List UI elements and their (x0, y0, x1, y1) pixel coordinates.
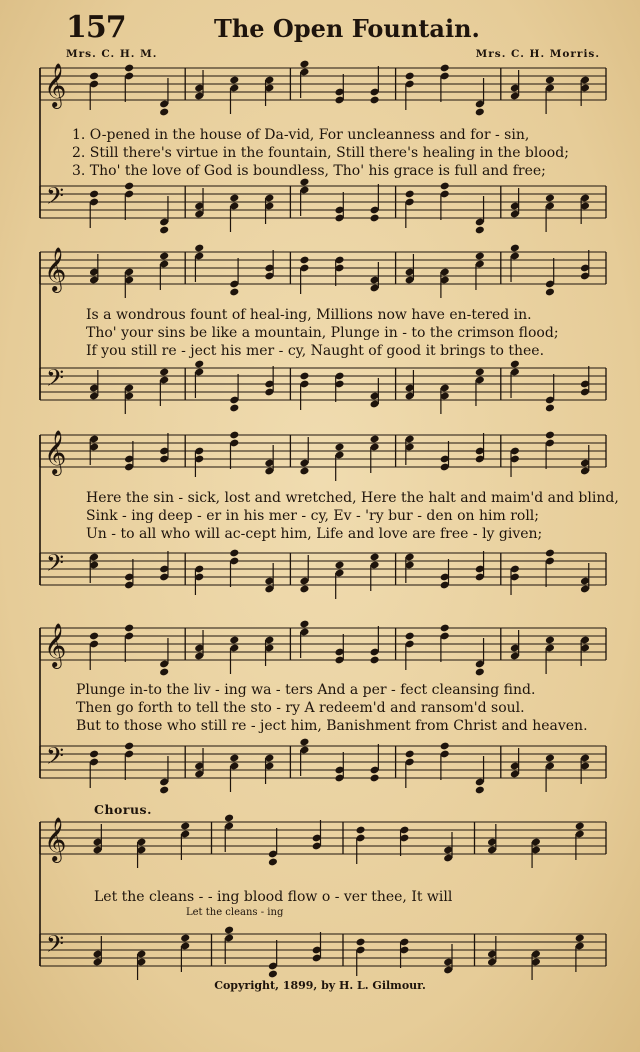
verse-2-line-4: Then go forth to tell the sto - ry A redeem'd and ransom'd soul. (76, 700, 525, 716)
verse-1-line-1: 1. O-pened in the house of Da-vid, For uncleanness and for - sin, (72, 127, 530, 143)
treble-note-notehead (405, 72, 415, 81)
bass-note-notehead (159, 368, 169, 377)
verse-3-line-2: If you still re - ject his mer - cy, Naught of good it brings to thee. (86, 343, 545, 359)
verse-3-line-1: 3. Tho' the love of God is boundless, Tho' his grace is full and free; (72, 163, 546, 179)
treble-note-notehead (268, 858, 278, 867)
chorus-echo-line: Let the cleans - ing (186, 907, 284, 918)
treble-clef: 𝄞 (44, 247, 67, 291)
treble-note-notehead (229, 636, 239, 645)
verse-3-line-4: But to those who still re - ject him, Banishment from Christ and heaven. (76, 718, 588, 734)
treble-note-notehead (229, 431, 239, 440)
treble-note-notehead (299, 256, 309, 265)
treble-clef: 𝄞 (44, 817, 67, 861)
treble-note-notehead (545, 431, 555, 440)
verse-1-line-4: Plunge in-to the liv - ing wa - ters And a per - fect cleansing find. (76, 682, 536, 698)
treble-clef: 𝄞 (44, 430, 67, 474)
bass-note-notehead (475, 226, 485, 235)
treble-note-notehead (299, 620, 309, 629)
chorus-line: Let the cleans - - ing blood flow o - ver thee, It will (94, 889, 453, 905)
chorus-label: Chorus. (94, 802, 152, 817)
words-credit: Mrs. C. H. M. (66, 48, 158, 60)
bass-note-notehead (299, 372, 309, 381)
treble-note-notehead (475, 108, 485, 117)
bass-note-notehead (224, 926, 234, 935)
treble-note-notehead (229, 76, 239, 85)
bass-note-notehead (299, 585, 309, 594)
treble-note-notehead (545, 636, 555, 645)
treble-note-notehead (159, 252, 169, 261)
bass-note-notehead (159, 226, 169, 235)
bass-note-notehead (575, 934, 585, 943)
bass-note-notehead (229, 194, 239, 203)
treble-note-notehead (334, 443, 344, 452)
treble-note-notehead (475, 668, 485, 677)
bass-clef: 𝄢 (46, 742, 65, 775)
treble-clef: 𝄞 (44, 63, 67, 107)
bass-note-notehead (370, 553, 380, 562)
hymn-title: The Open Fountain. (214, 14, 480, 43)
treble-note-notehead (370, 435, 380, 444)
bass-note-notehead (440, 182, 450, 191)
treble-note-notehead (510, 244, 520, 253)
treble-note-notehead (355, 826, 365, 835)
bass-note-notehead (268, 970, 278, 979)
verse-1-line-2: Is a wondrous fount of heal-ing, Millions now have en-tered in. (86, 307, 532, 323)
bass-note-notehead (229, 754, 239, 763)
treble-note-notehead (89, 632, 99, 641)
bass-note-notehead (405, 750, 415, 759)
verse-2-line-3: Sink - ing deep - er in his mer - cy, Ev - 'ry bur - den on him roll; (86, 508, 539, 524)
treble-note-notehead (229, 288, 239, 297)
treble-note-notehead (224, 814, 234, 823)
treble-note-notehead (575, 822, 585, 831)
treble-note-notehead (545, 76, 555, 85)
bass-clef: 𝄢 (46, 930, 65, 963)
verse-2-line-1: 2. Still there's virtue in the fountain, Still there's healing in the blood; (72, 145, 569, 161)
treble-note-notehead (405, 632, 415, 641)
treble-note-notehead (124, 624, 134, 633)
bass-note-notehead (545, 754, 555, 763)
bass-note-notehead (124, 182, 134, 191)
verse-1-line-3: Here the sin - sick, lost and wretched, Here the halt and maim'd and blind, (86, 490, 619, 506)
bass-note-notehead (475, 786, 485, 795)
treble-note-notehead (89, 72, 99, 81)
treble-note-notehead (440, 624, 450, 633)
bass-note-notehead (405, 190, 415, 199)
verse-3-line-3: Un - to all who will ac-cept him, Life and love are free - ly given; (86, 526, 543, 542)
treble-note-notehead (370, 656, 380, 665)
hymn-number: 157 (66, 10, 126, 45)
bass-note-notehead (545, 549, 555, 558)
bass-clef: 𝄢 (46, 182, 65, 215)
bass-note-notehead (355, 938, 365, 947)
bass-note-notehead (510, 360, 520, 369)
bass-note-notehead (194, 360, 204, 369)
bass-note-notehead (370, 774, 380, 783)
bass-note-notehead (229, 404, 239, 413)
music-credit: Mrs. C. H. Morris. (475, 48, 600, 60)
copyright: Copyright, 1899, by H. L. Gilmour. (214, 979, 426, 992)
bass-note-notehead (89, 190, 99, 199)
treble-note-notehead (124, 64, 134, 73)
bass-note-notehead (159, 786, 169, 795)
treble-note-notehead (299, 467, 309, 476)
bass-note-notehead (370, 214, 380, 223)
treble-note-notehead (159, 668, 169, 677)
bass-note-notehead (299, 738, 309, 747)
verse-2-line-2: Tho' your sins be like a mountain, Plunge in - to the crimson flood; (86, 325, 559, 341)
treble-note-notehead (475, 252, 485, 261)
bass-clef: 𝄢 (46, 364, 65, 397)
treble-note-notehead (180, 822, 190, 831)
treble-clef: 𝄞 (44, 623, 67, 667)
treble-note-notehead (545, 288, 555, 297)
bass-note-notehead (180, 934, 190, 943)
bass-note-notehead (440, 742, 450, 751)
bass-note-notehead (124, 742, 134, 751)
bass-note-notehead (545, 194, 555, 203)
bass-note-notehead (89, 750, 99, 759)
bass-clef: 𝄢 (46, 549, 65, 582)
treble-note-notehead (194, 244, 204, 253)
treble-note-notehead (299, 60, 309, 69)
treble-note-notehead (440, 64, 450, 73)
treble-note-notehead (370, 96, 380, 105)
bass-note-notehead (475, 368, 485, 377)
bass-note-notehead (229, 549, 239, 558)
treble-note-notehead (159, 108, 169, 117)
bass-note-notehead (545, 404, 555, 413)
bass-note-notehead (334, 561, 344, 570)
